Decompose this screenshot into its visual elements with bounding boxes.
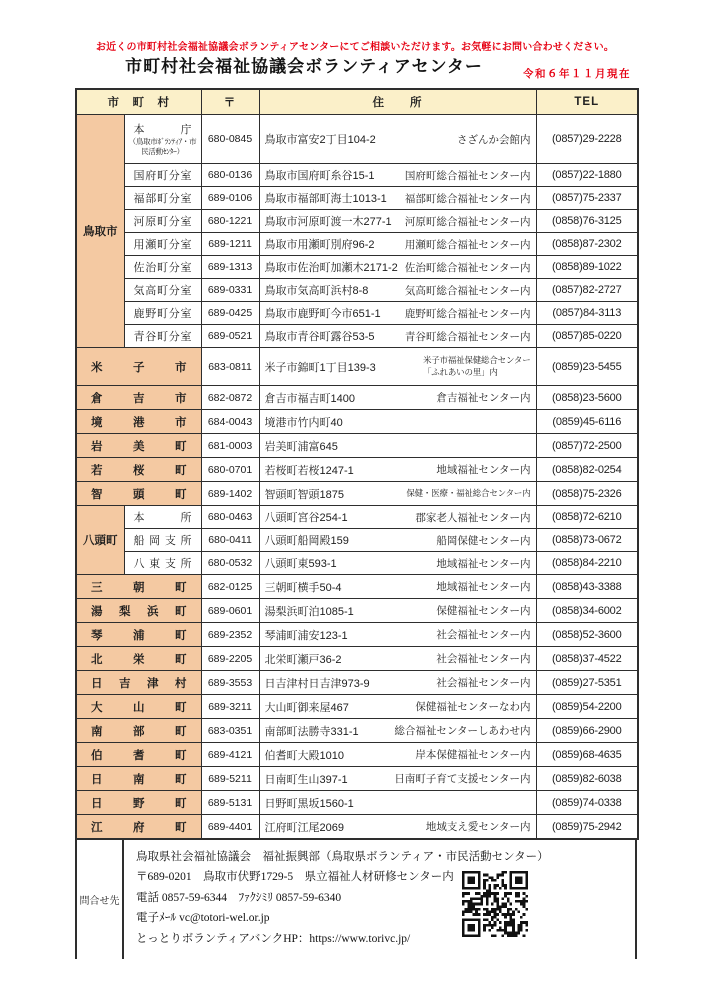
tel-cell: (0858)89-1022 <box>536 256 638 279</box>
city-label: 日吉津村 <box>91 677 187 690</box>
address-cell <box>259 767 536 791</box>
address-text: 大山町御来屋467 <box>264 701 349 714</box>
contact-line: とっとりボランティアバンクHP：https://www.torivc.jp/ <box>136 932 411 945</box>
branch-label: 福部町分室 <box>133 193 192 205</box>
city-label: 倉吉市 <box>91 392 187 405</box>
city-cell <box>76 743 201 767</box>
postal-cell: 689-0521 <box>201 325 259 348</box>
tel-cell: (0858)34-6002 <box>536 599 638 623</box>
address-note: 地域福祉センター内 <box>436 581 531 593</box>
address-note: 郡家老人福祉センター内 <box>415 511 531 524</box>
address-cell <box>259 210 536 233</box>
table-row <box>76 575 638 599</box>
address-note: 日南町子育て支援センター内 <box>394 773 531 785</box>
branch-label: 用瀬町分室 <box>133 239 192 251</box>
tel-cell: (0859)66-2900 <box>536 719 638 743</box>
address-wrap <box>260 723 536 739</box>
branch-label: 佐治町分室 <box>133 262 192 274</box>
city-cell <box>76 458 201 482</box>
postal-cell: 680-0701 <box>201 458 259 482</box>
address-text: 琴浦町浦安123-1 <box>264 629 348 642</box>
tel-cell: (0859)75-2942 <box>536 815 638 840</box>
city-label: 琴浦町 <box>91 629 187 642</box>
tel-cell: (0858)73-0672 <box>536 529 638 552</box>
branch-label: 青谷町分室 <box>133 331 192 343</box>
branch-label: 八東支所 <box>133 558 192 570</box>
branch-label: 国府町分室 <box>133 170 192 182</box>
address-text: 境港市竹内町40 <box>264 416 343 429</box>
address-wrap <box>260 259 536 275</box>
tel-cell: (0859)54-2200 <box>536 695 638 719</box>
table-row <box>76 279 638 302</box>
branch-label: 気高町分室 <box>133 285 192 297</box>
branch-label: 本庁 <box>133 123 192 136</box>
postal-cell: 689-0106 <box>201 187 259 210</box>
address-cell <box>259 647 536 671</box>
address-note: 青谷町総合福祉センター内 <box>404 330 531 343</box>
address-wrap <box>260 675 536 691</box>
address-text: 鳥取市国府町糸谷15-1 <box>264 170 375 182</box>
table-row <box>76 210 638 233</box>
tel-cell: (0857)72-2500 <box>536 434 638 458</box>
postal-cell: 689-5131 <box>201 791 259 815</box>
address-note: 佐治町総合福祉センター内 <box>404 261 531 274</box>
address-cell <box>259 482 536 506</box>
tel-cell: (0858)37-4522 <box>536 647 638 671</box>
branch-cell <box>124 115 201 164</box>
postal-cell: 689-4121 <box>201 743 259 767</box>
header-postal: 〒 <box>201 89 259 115</box>
table-sheet <box>75 88 637 959</box>
contact-line: 〒689-0201 鳥取市伏野1729-5 県立福祉人材研修センター内 <box>136 871 454 884</box>
address-wrap <box>260 509 536 525</box>
postal-cell: 682-0125 <box>201 575 259 599</box>
city-label: 北栄町 <box>91 653 187 666</box>
address-note: 社会福祉センター内 <box>436 629 531 641</box>
address-text: 江府町江尾2069 <box>264 821 344 834</box>
address-note: 船岡保健センター内 <box>436 534 531 547</box>
address-note: 国府町総合福祉センター内 <box>404 169 531 182</box>
city-cell <box>76 410 201 434</box>
address-cell <box>259 575 536 599</box>
address-note: 気高町総合福祉センター内 <box>404 284 531 297</box>
address-text: 八頭町宮谷254-1 <box>264 512 348 524</box>
address-cell <box>259 458 536 482</box>
address-cell <box>259 279 536 302</box>
postal-cell: 680-0136 <box>201 164 259 187</box>
postal-cell: 680-0532 <box>201 552 259 575</box>
city-cell <box>76 647 201 671</box>
tel-cell: (0859)45-6116 <box>536 410 638 434</box>
address-note: 保健福祉センターなわ内 <box>415 701 531 713</box>
address-wrap <box>260 579 536 595</box>
table-row <box>76 767 638 791</box>
address-wrap <box>260 532 536 548</box>
branch-cell <box>124 302 201 325</box>
city-label: 鳥取市 <box>83 226 118 238</box>
table-row <box>76 743 638 767</box>
branch-label: 本所 <box>133 512 192 524</box>
qr-code <box>462 871 528 937</box>
address-text: 八頭町船岡殿159 <box>264 535 349 547</box>
table-row <box>76 529 638 552</box>
address-cell <box>259 187 536 210</box>
table-row <box>76 482 638 506</box>
city-cell <box>76 506 124 575</box>
postal-cell: 689-0425 <box>201 302 259 325</box>
branch-label: 鹿野町分室 <box>133 308 192 320</box>
contact-section <box>75 840 637 959</box>
contact-line: 鳥取県社会福祉協議会 福祉振興部（鳥取県ボランティア・市民活動センター） <box>136 851 549 863</box>
address-note: 社会福祉センター内 <box>436 653 531 665</box>
address-text: 湯梨浜町泊1085-1 <box>264 605 354 618</box>
address-cell <box>259 386 536 410</box>
address-cell <box>259 115 536 164</box>
table-row <box>76 552 638 575</box>
branch-cell <box>124 164 201 187</box>
address-text: 北栄町瀬戸36-2 <box>264 653 342 666</box>
table-row <box>76 164 638 187</box>
address-text: 鳥取市福部町海士1013-1 <box>264 193 387 205</box>
branch-cell <box>124 279 201 302</box>
address-note: 地域福祉センター内 <box>436 557 531 570</box>
address-wrap <box>260 167 536 183</box>
table-row <box>76 719 638 743</box>
postal-cell: 689-4401 <box>201 815 259 840</box>
tel-cell: (0857)75-2337 <box>536 187 638 210</box>
postal-cell: 689-3211 <box>201 695 259 719</box>
city-cell <box>76 623 201 647</box>
postal-cell: 684-0043 <box>201 410 259 434</box>
table-row <box>76 791 638 815</box>
address-text: 三朝町横手50-4 <box>264 581 342 594</box>
address-note: 社会福祉センター内 <box>436 677 531 689</box>
address-wrap <box>260 627 536 643</box>
city-label: 南部町 <box>91 725 187 738</box>
address-cell <box>259 623 536 647</box>
branch-cell <box>124 210 201 233</box>
branch-cell <box>124 552 201 575</box>
address-cell <box>259 552 536 575</box>
city-label: 岩美町 <box>91 440 187 453</box>
city-label: 米子市 <box>91 361 187 374</box>
tel-cell: (0859)23-5455 <box>536 348 638 386</box>
postal-cell: 689-2352 <box>201 623 259 647</box>
postal-cell: 681-0003 <box>201 434 259 458</box>
address-wrap <box>260 414 536 430</box>
address-cell <box>259 256 536 279</box>
city-cell <box>76 599 201 623</box>
address-wrap <box>260 305 536 321</box>
table-row <box>76 302 638 325</box>
address-note: 総合福祉センターしあわせ内 <box>394 725 531 737</box>
city-cell <box>76 386 201 410</box>
city-cell <box>76 791 201 815</box>
address-cell <box>259 348 536 386</box>
address-note: 鹿野町総合福祉センター内 <box>404 307 531 320</box>
address-text: 若桜町若桜1247-1 <box>264 464 354 477</box>
address-text: 鳥取市青谷町露谷53-5 <box>264 331 375 343</box>
city-label: 湯梨浜町 <box>91 605 187 618</box>
address-cell <box>259 791 536 815</box>
address-wrap <box>260 236 536 252</box>
address-note: 岸本保健福祉センター内 <box>415 749 531 761</box>
address-wrap <box>260 747 536 763</box>
city-label: 江府町 <box>91 821 187 834</box>
address-cell <box>259 325 536 348</box>
branch-label: 船岡支所 <box>133 535 192 547</box>
contact-line: 電子ﾒｰﾙ vc@totori-wel.or.jp <box>136 912 270 925</box>
table-row <box>76 233 638 256</box>
page-title: 市町村社会福祉協議会ボランティアセンター <box>125 57 483 76</box>
address-text: 鳥取市鹿野町今市651-1 <box>264 308 381 320</box>
city-label: 日南町 <box>91 773 187 786</box>
address-wrap <box>260 213 536 229</box>
address-wrap <box>260 771 536 787</box>
address-note: 地域福祉センター内 <box>436 464 531 476</box>
address-text: 日南町生山397-1 <box>264 773 348 786</box>
city-cell <box>76 482 201 506</box>
address-cell <box>259 815 536 840</box>
table-row <box>76 506 638 529</box>
tel-cell: (0858)52-3600 <box>536 623 638 647</box>
tel-cell: (0857)82-2727 <box>536 279 638 302</box>
city-label: 境港市 <box>91 416 187 429</box>
contact-line: 電話 0857-59-6344 ﾌｧｸｼﾐﾘ 0857-59-6340 <box>136 891 342 904</box>
address-text: 倉吉市福吉町1400 <box>264 392 355 405</box>
address-note: さざんか会館内 <box>457 133 531 146</box>
address-text: 岩美町浦富645 <box>264 440 338 453</box>
address-wrap <box>260 462 536 478</box>
address-note: 保健・医療・福祉総合センター内 <box>406 487 531 498</box>
address-text: 鳥取市富安2丁目104-2 <box>264 134 376 146</box>
address-text: 八頭町東593-1 <box>264 558 337 570</box>
tel-cell: (0858)84-2210 <box>536 552 638 575</box>
postal-cell: 680-0845 <box>201 115 259 164</box>
header-municipality: 市 町 村 <box>76 89 201 115</box>
branch-cell <box>124 506 201 529</box>
address-text: 日野町黒坂1560-1 <box>264 797 354 810</box>
address-text: 鳥取市気高町浜村8-8 <box>264 285 369 297</box>
address-note: 倉吉福祉センター内 <box>436 392 531 404</box>
table-row <box>76 115 638 164</box>
branch-cell <box>124 325 201 348</box>
city-cell <box>76 575 201 599</box>
address-note: 福部町総合福祉センター内 <box>404 192 531 205</box>
city-label: 八頭町 <box>83 535 118 547</box>
tel-cell: (0858)76-3125 <box>536 210 638 233</box>
postal-cell: 689-1313 <box>201 256 259 279</box>
table-row <box>76 671 638 695</box>
tel-cell: (0858)87-2302 <box>536 233 638 256</box>
city-cell <box>76 695 201 719</box>
address-cell <box>259 695 536 719</box>
volunteer-center-table <box>75 88 639 840</box>
address-cell <box>259 302 536 325</box>
table-row <box>76 623 638 647</box>
table-row <box>76 187 638 210</box>
branch-cell <box>124 529 201 552</box>
address-cell <box>259 719 536 743</box>
table-row <box>76 815 638 840</box>
address-text: 伯耆町大殿1010 <box>264 749 344 762</box>
postal-cell: 680-0463 <box>201 506 259 529</box>
table-row <box>76 410 638 434</box>
address-wrap <box>260 651 536 667</box>
header-address: 住 所 <box>259 89 536 115</box>
postal-cell: 683-0351 <box>201 719 259 743</box>
postal-cell: 689-0331 <box>201 279 259 302</box>
address-wrap <box>260 390 536 406</box>
table-row <box>76 386 638 410</box>
address-cell <box>259 506 536 529</box>
table-row <box>76 647 638 671</box>
city-label: 大山町 <box>91 701 187 714</box>
city-cell <box>76 434 201 458</box>
address-wrap <box>260 603 536 619</box>
address-note: 地域支え愛センター内 <box>425 821 531 833</box>
branch-label: 河原町分室 <box>133 216 192 228</box>
tel-cell: (0858)23-5600 <box>536 386 638 410</box>
tel-cell: (0859)27-5351 <box>536 671 638 695</box>
address-text: 米子市錦町1丁目139-3 <box>264 361 376 374</box>
address-text: 日吉津村日吉津973-9 <box>264 677 370 690</box>
postal-cell: 680-1221 <box>201 210 259 233</box>
address-cell <box>259 599 536 623</box>
city-label: 日野町 <box>91 797 187 810</box>
table-row <box>76 325 638 348</box>
table-row <box>76 695 638 719</box>
postal-cell: 689-5211 <box>201 767 259 791</box>
tel-cell: (0857)22-1880 <box>536 164 638 187</box>
contact-label: 問合せ先 <box>77 840 124 959</box>
address-wrap <box>260 699 536 715</box>
address-note: 河原町総合福祉センター内 <box>404 215 531 228</box>
tel-cell: (0859)68-4635 <box>536 743 638 767</box>
city-label: 三朝町 <box>91 581 187 594</box>
city-cell <box>76 815 201 840</box>
tel-cell: (0857)84-3113 <box>536 302 638 325</box>
address-wrap <box>260 819 536 835</box>
address-text: 智頭町智頭1875 <box>264 488 344 501</box>
address-cell <box>259 434 536 458</box>
address-wrap <box>260 131 536 147</box>
table-row <box>76 348 638 386</box>
table-row <box>76 434 638 458</box>
address-note: 米子市福祉保健総合センター 「ふれあいの里」内 <box>422 355 531 377</box>
postal-cell: 683-0811 <box>201 348 259 386</box>
city-label: 若桜町 <box>91 464 187 477</box>
postal-cell: 689-3553 <box>201 671 259 695</box>
address-text: 鳥取市河原町渡一木277-1 <box>264 216 392 228</box>
date-note: 令和６年１１月現在 <box>523 68 631 80</box>
table-row <box>76 599 638 623</box>
table-row <box>76 256 638 279</box>
city-cell <box>76 348 201 386</box>
address-text: 南部町法勝寺331-1 <box>264 725 359 738</box>
tel-cell: (0858)82-0254 <box>536 458 638 482</box>
tel-cell: (0858)72-6210 <box>536 506 638 529</box>
postal-cell: 689-1402 <box>201 482 259 506</box>
address-wrap <box>260 328 536 344</box>
table-row <box>76 458 638 482</box>
address-text: 鳥取市佐治町加瀬木2171-2 <box>264 262 398 274</box>
branch-sublabel: （鳥取市ﾎﾞﾗﾝﾃｨｱ・市民活動ｾﾝﾀｰ） <box>128 136 197 156</box>
address-wrap <box>260 190 536 206</box>
address-cell <box>259 743 536 767</box>
address-wrap <box>260 355 536 377</box>
postal-cell: 689-1211 <box>201 233 259 256</box>
postal-cell: 682-0872 <box>201 386 259 410</box>
contact-body <box>124 840 635 959</box>
postal-cell: 689-2205 <box>201 647 259 671</box>
address-cell <box>259 410 536 434</box>
tel-cell: (0857)29-2228 <box>536 115 638 164</box>
address-wrap <box>260 282 536 298</box>
address-cell <box>259 671 536 695</box>
address-wrap <box>260 555 536 571</box>
postal-cell: 689-0601 <box>201 599 259 623</box>
address-wrap <box>260 486 536 502</box>
city-cell <box>76 767 201 791</box>
tel-cell: (0857)85-0220 <box>536 325 638 348</box>
table-header-row <box>76 89 638 115</box>
tel-cell: (0859)82-6038 <box>536 767 638 791</box>
address-cell <box>259 529 536 552</box>
tel-cell: (0859)74-0338 <box>536 791 638 815</box>
city-label: 智頭町 <box>91 488 187 501</box>
address-note: 用瀬町総合福祉センター内 <box>404 238 531 251</box>
postal-cell: 680-0411 <box>201 529 259 552</box>
address-wrap <box>260 795 536 811</box>
branch-cell <box>124 233 201 256</box>
header-tel: TEL <box>536 89 638 115</box>
tel-cell: (0858)75-2326 <box>536 482 638 506</box>
branch-cell <box>124 187 201 210</box>
address-wrap <box>260 438 536 454</box>
address-cell <box>259 164 536 187</box>
city-label: 伯耆町 <box>91 749 187 762</box>
address-note: 保健福祉センター内 <box>436 605 531 617</box>
city-cell <box>76 719 201 743</box>
tel-cell: (0858)43-3388 <box>536 575 638 599</box>
address-text: 鳥取市用瀬町別府96-2 <box>264 239 375 251</box>
address-cell <box>259 233 536 256</box>
city-cell <box>76 115 124 348</box>
branch-cell <box>124 256 201 279</box>
city-cell <box>76 671 201 695</box>
notice-text: お近くの市町村社会福祉協議会ボランティアセンターにてご相談いただけます。お気軽にお問い合わせください。 <box>95 42 615 53</box>
